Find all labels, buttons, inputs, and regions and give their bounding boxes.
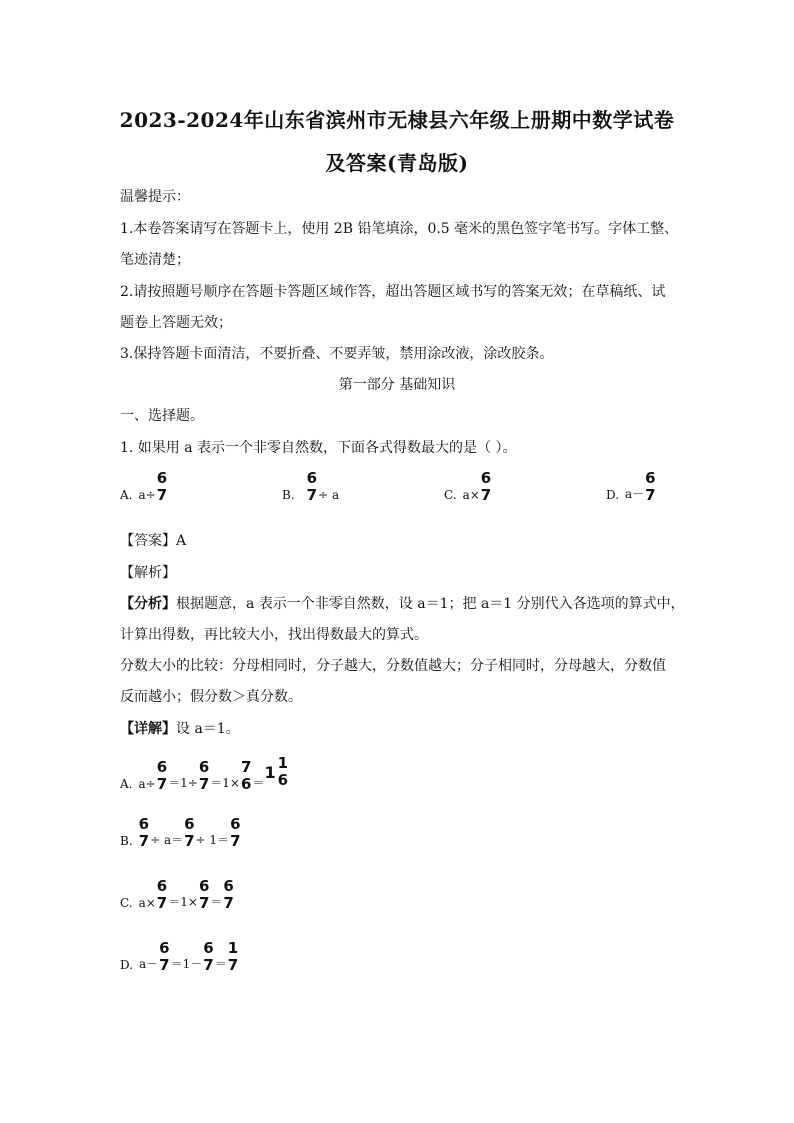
- fraction: 6 7: [198, 758, 210, 793]
- fraction: 6 7: [198, 877, 210, 912]
- fraction: 6 7: [223, 877, 234, 912]
- solution-text: a－: [139, 957, 159, 971]
- document-title-line2: 及答案(青岛版): [325, 151, 469, 175]
- fraction: 6 7: [184, 815, 195, 850]
- solution-text: ＝1×: [168, 895, 198, 909]
- notice-item2: 2.请按照题号顺序在答题卡答题区域作答，超出答题区域书写的答案无效；在草稿纸、试: [120, 284, 666, 300]
- fenxi-tag: 【分析】: [120, 596, 176, 612]
- option-c-expr: a×: [462, 488, 480, 502]
- analysis-paragraph: [120, 593, 685, 613]
- option-d: [606, 470, 657, 504]
- notice-item1: 1.本卷答案请写在答题卡上，使用 2B 铅笔填涂，0.5 毫米的黑色签字笔书写。字体工整、: [120, 221, 679, 237]
- notice-heading: 温馨提示：: [120, 189, 190, 205]
- option-c: [444, 470, 492, 504]
- solution-text: ＝1÷: [168, 776, 198, 790]
- solution-text: a×: [138, 896, 156, 910]
- solution-text: ＝: [214, 957, 227, 971]
- solution-d: [120, 940, 239, 974]
- solution-text: a÷: [138, 777, 156, 791]
- mixed-number: 1 1 6: [264, 754, 289, 789]
- notice-item3: 3.保持答题卡面清洁，不要折叠、不要弄皱，禁用涂改液，涂改胶条。: [120, 346, 554, 362]
- solution-text: ＝1－: [170, 957, 203, 971]
- fraction: 6 7: [156, 469, 168, 504]
- option-a-label: A.: [120, 488, 133, 502]
- fraction: 7 6: [240, 758, 252, 793]
- solution-text: ÷ 1＝: [195, 833, 230, 847]
- question-1-stem: 1. 如果用 a 表示一个非零自然数，下面各式得数最大的是（ ）。: [120, 440, 517, 456]
- notice-item2-cont: 题卷上答题无效；: [120, 315, 232, 331]
- fenxi-text: 根据题意，a 表示一个非零自然数，设 a＝1；把 a＝1 分别代入各选项的算式中，: [176, 596, 685, 612]
- fraction: 1 7: [227, 939, 239, 974]
- solution-text: ＝: [210, 895, 223, 909]
- option-c-label: C.: [444, 488, 457, 502]
- solution-b-label: B.: [120, 834, 133, 848]
- solution-d-label: D.: [120, 958, 134, 972]
- option-d-label: D.: [606, 488, 620, 502]
- fraction: 6 7: [306, 469, 318, 504]
- option-a-expr: a÷: [138, 488, 156, 502]
- comparison-rule-cont: 反而越小；假分数＞真分数。: [120, 689, 302, 705]
- fraction: 6 7: [480, 469, 492, 504]
- notice-item1-cont: 笔迹清楚；: [120, 252, 190, 268]
- detail-paragraph: [120, 718, 240, 738]
- solution-c-label: C.: [120, 896, 133, 910]
- analysis-paragraph-cont: 计算出得数，再比较大小，找出得数最大的算式。: [120, 627, 428, 643]
- fraction: 6 7: [203, 939, 214, 974]
- detail-tag: 【详解】: [120, 721, 176, 737]
- fraction: 6 7: [138, 815, 150, 850]
- solution-text: ÷ a＝: [150, 833, 184, 847]
- fraction: 6 7: [645, 469, 656, 504]
- option-a: [120, 470, 168, 504]
- comparison-rule: 分数大小的比较：分母相同时，分子越大，分数值越大；分子相同时，分母越大，分数值: [120, 658, 666, 674]
- section-heading: 一、选择题。: [120, 408, 204, 424]
- document-title-line1: 2023-2024年山东省滨州市无棣县六年级上册期中数学试卷: [119, 108, 675, 132]
- analysis-heading: 【解析】: [120, 565, 176, 581]
- solution-text: ＝: [252, 776, 265, 790]
- solution-c: [120, 878, 235, 912]
- part-heading: 第一部分 基础知识: [338, 377, 456, 393]
- answer: 【答案】A: [120, 533, 187, 549]
- option-b: [282, 470, 339, 504]
- fraction: 6 7: [156, 758, 168, 793]
- option-b-label: B.: [282, 488, 295, 502]
- solution-a-label: A.: [120, 777, 133, 791]
- detail-text: 设 a＝1。: [176, 721, 240, 737]
- solution-a: [120, 755, 289, 793]
- fraction: 6 7: [159, 939, 170, 974]
- solution-text: ＝1×: [210, 776, 240, 790]
- fraction: 6 7: [230, 815, 241, 850]
- option-b-expr: ÷ a: [318, 488, 340, 502]
- solution-b: [120, 816, 242, 850]
- option-d-expr: a－: [625, 487, 645, 501]
- fraction: 6 7: [156, 877, 168, 912]
